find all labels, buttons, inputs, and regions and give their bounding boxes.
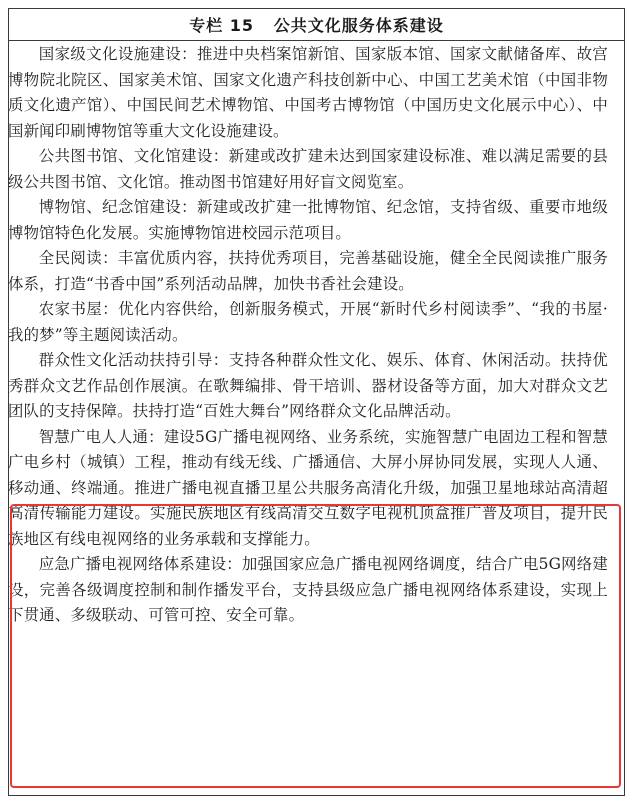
paragraph-rural-bookhouse: 农家书屋：优化内容供给，创新服务模式，开展“新时代乡村阅读季”、“我的书屋·我的梦”等主题阅读活动。	[8, 300, 608, 344]
column-label: 专栏 15	[189, 16, 255, 35]
paragraph-national-facilities: 国家级文化设施建设：推进中央档案馆新馆、国家版本馆、国家文献储备库、故宫博物院北院区、国家美术馆、国家文化遗产科技创新中心、中国工艺美术馆（中国非物质文化遗产馆）、中国民间艺术博物馆、中国考古博物馆（中国历史文化展示中心）、中国新闻印刷博物馆等重大文化设施建设。	[8, 45, 608, 140]
paragraph-mass-culture: 群众性文化活动扶持引导：支持各种群众性文化、娱乐、体育、休闲活动。扶持优秀群众文艺作品创作展演。在歌舞编排、骨干培训、器材设备等方面，加大对群众文艺团队的支持保障。扶持打造“百姓大舞台”网络群众文化品牌活动。	[8, 351, 608, 420]
column-title: 公共文化服务体系建设	[273, 16, 444, 35]
paragraph-museums: 博物馆、纪念馆建设：新建或改扩建一批博物馆、纪念馆，支持省级、重要市地级博物馆特色化发展。实施博物馆进校园示范项目。	[8, 198, 608, 242]
column-body	[8, 42, 608, 629]
paragraph-libraries: 公共图书馆、文化馆建设：新建或改扩建未达到国家建设标准、难以满足需要的县级公共图书馆、文化馆。推动图书馆建好用好盲文阅览室。	[8, 147, 608, 191]
paragraph-smart-broadcast: 智慧广电人人通：建设5G广播电视网络、业务系统，实施智慧广电固边工程和智慧广电乡村（城镇）工程，推动有线无线、广播通信、大屏小屏协同发展，实现人人通、移动通、终端通。推进广播电视直播卫星公共服务高清化升级，加强卫星地球站高清超高清传输能力建设。实施民族地区有线高清交互数字电视机顶盒推广普及项目，提升民族地区有线电视网络的业务承载和支撑能力。	[8, 427, 608, 548]
column-header	[9, 9, 624, 41]
paragraph-reading: 全民阅读：丰富优质内容，扶持优秀项目，完善基础设施，健全全民阅读推广服务体系，打造“书香中国”系列活动品牌，加快书香社会建设。	[8, 249, 608, 293]
paragraph-emergency-broadcast: 应急广播电视网络体系建设：加强国家应急广播电视网络调度，结合广电5G网络建设，完善各级调度控制和制作播发平台，支持县级应急广播电视网络体系建设，实现上下贯通、多级联动、可管可控、安全可靠。	[8, 555, 608, 624]
column-title-spacer	[254, 15, 274, 34]
